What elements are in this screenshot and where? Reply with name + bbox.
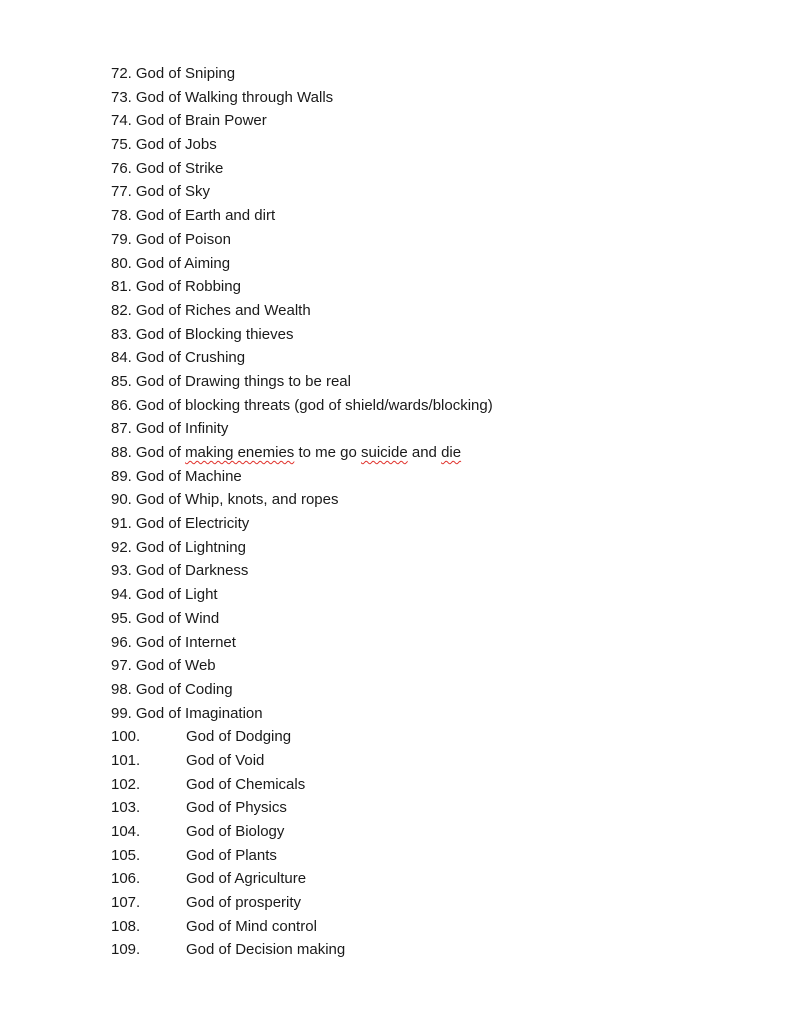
list-item-number: 72. [111,65,132,82]
list-item-text: God of Riches and Wealth [135,301,311,319]
list-item-text: God of Jobs [135,136,217,154]
list-item-text: God of Coding [135,680,233,698]
list-item-text: God of Plants [186,846,277,864]
list-item [111,488,493,512]
list-item-number: 96. [111,633,132,651]
list-item-text: God of Decision making [186,941,346,959]
list-item-text: God of Earth and dirt [135,207,276,225]
list-item [111,607,493,631]
list-item-number: 107. [111,894,141,912]
list-item-number: 91. [111,515,132,533]
list-item-text: God of Void [186,751,265,769]
list-item-number: 106. [111,870,141,888]
list-item-number: 73. [111,88,132,106]
list-item [111,915,493,939]
list-item-text: God of Dodging [186,728,292,746]
list-item-number: 77. [111,183,132,201]
list-item [111,465,493,489]
list-item [111,844,493,868]
list-item [111,275,493,299]
misspelled-word[interactable]: suicide [360,444,408,461]
list-item-text: God of Electricity [135,515,250,533]
list-item-text: God of Sniping [135,65,236,82]
misspelled-word[interactable]: making enemies [185,444,295,461]
list-item-number: 75. [111,136,132,154]
list-item-text: God of Walking through Walls [135,88,334,106]
list-item-number: 95. [111,609,132,627]
list-item-text: God of Strike [135,159,224,177]
list-item [111,867,493,891]
list-item-text: God of Robbing [135,278,241,296]
list-item [111,654,493,678]
list-item [111,86,493,110]
misspelled-word[interactable]: die [441,444,462,461]
list-item [111,583,493,607]
list-item-number: 102. [111,775,141,793]
text-segment: and [407,444,442,461]
list-item-number: 108. [111,917,141,935]
list-item [111,323,493,347]
list-item-number: 88. [111,444,132,461]
list-item-number: 97. [111,657,132,675]
list-item [111,938,493,962]
list-item [111,891,493,915]
list-item [111,252,493,276]
list-item-text: God of Infinity [135,420,229,438]
list-item-text: God of Physics [186,799,287,817]
list-item-text: God of Lightning [135,538,246,556]
list-item-text: God of Chemicals [186,775,306,793]
list-item [111,417,493,441]
list-item-number: 74. [111,112,132,130]
list-item-number: 93. [111,562,132,580]
list-item-text: God of Agriculture [186,870,307,888]
list-item-number: 89. [111,467,132,485]
list-item-text: God of Biology [186,823,285,840]
list-item-number: 76. [111,159,132,177]
list-item [111,204,493,228]
list-item-text: God of Internet [135,633,236,651]
list-item-number: 105. [111,846,141,864]
list-item-text: God of Wind [135,609,220,627]
list-item-text: God of Crushing [135,349,246,367]
list-item-number: 83. [111,325,132,343]
list-item-number: 86. [111,396,132,414]
numbered-list [111,62,493,962]
list-item-number: 109. [111,941,141,959]
list-item-text: God of Blocking thieves [135,325,294,343]
list-item-text: God of Machine [135,467,242,485]
list-item [111,702,493,726]
list-item [111,180,493,204]
list-item-text: God of Drawing things to be real [135,372,351,390]
list-item-number: 104. [111,823,141,840]
list-item [111,678,493,702]
list-item [111,62,493,86]
list-item-text: God of Imagination [135,704,263,722]
list-item-number: 84. [111,349,132,367]
list-item-number: 103. [111,799,141,817]
list-item-number: 82. [111,301,132,319]
list-item-number: 87. [111,420,132,438]
list-item [111,394,493,418]
list-item [111,536,493,560]
list-item-number: 85. [111,372,132,390]
list-item [111,109,493,133]
text-segment: to me go [294,444,361,461]
list-item-number: 101. [111,751,141,769]
list-item-text: God of Mind control [186,917,317,935]
list-item [111,749,493,773]
list-item-text: God of Poison [135,230,231,248]
list-item-text: God of Whip, knots, and ropes [135,491,339,509]
list-item-number: 90. [111,491,132,509]
list-item-number: 92. [111,538,132,556]
list-item-number: 80. [111,254,132,272]
list-item-text-spellchecked [136,441,461,465]
list-item [111,228,493,252]
list-item-number: 99. [111,704,132,722]
text-segment: God of [135,444,186,461]
list-item [111,346,493,370]
list-item-number: 79. [111,230,132,248]
list-item-text: God of Sky [135,183,211,201]
list-item-text: God of prosperity [186,894,302,912]
list-item-number: 100. [111,728,141,746]
list-item-text: God of Web [135,657,216,675]
list-item-text: God of Brain Power [135,112,267,130]
list-item [111,796,493,820]
list-item-text: God of blocking threats (god of shield/wards/blocking) [135,396,493,414]
list-item-number: 94. [111,586,132,604]
list-item-text: God of Aiming [135,254,231,272]
list-item-text: God of Light [135,586,218,604]
list-item [111,559,493,583]
list-item-number: 98. [111,680,132,698]
list-item [111,299,493,323]
list-item-text: God of Darkness [135,562,249,580]
list-item-number: 81. [111,278,132,296]
list-item-number: 78. [111,207,132,225]
list-item [111,370,493,394]
list-item [111,773,493,797]
list-item [111,133,493,157]
list-item [111,631,493,655]
list-item [111,820,493,844]
list-item [111,725,493,749]
list-item [111,441,493,465]
list-item [111,157,493,181]
list-item [111,512,493,536]
